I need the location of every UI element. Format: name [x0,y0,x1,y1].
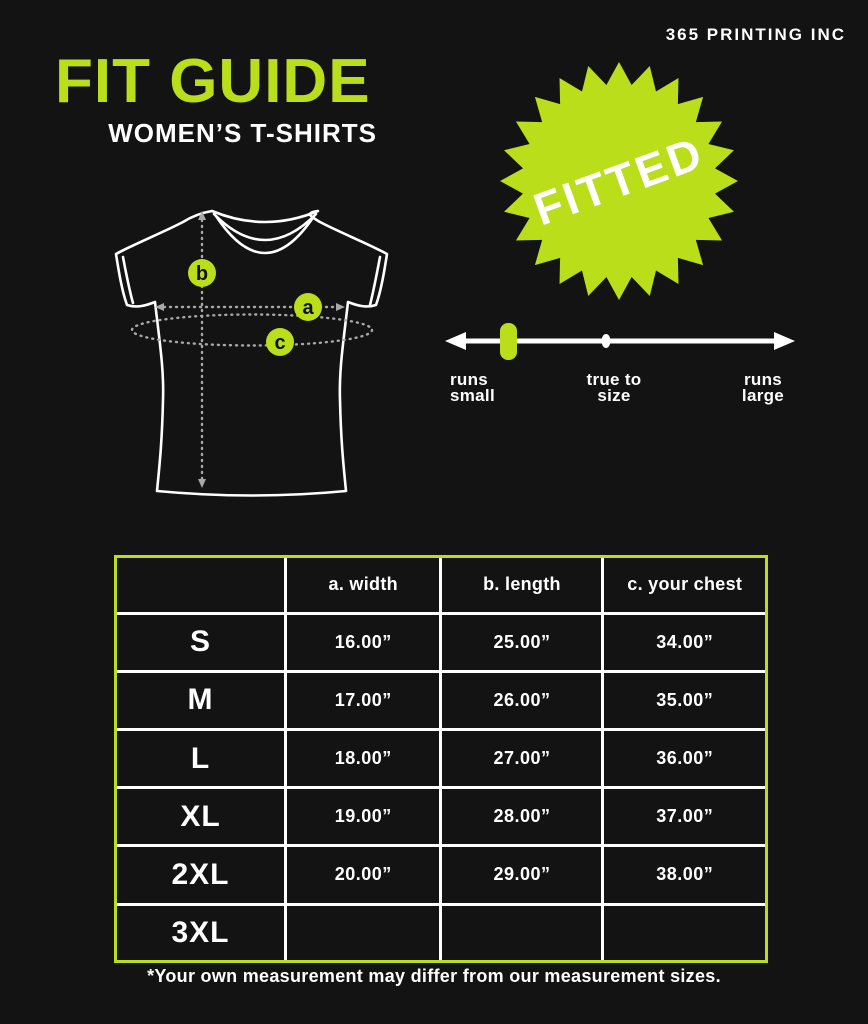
tshirt-diagram [100,195,400,510]
marker-c-letter: c [274,332,286,354]
scale-label-line: size [597,386,631,405]
scale-center-dot-icon [602,334,611,348]
header-cell-blank [117,558,285,613]
measurement-cell: 16.00” [285,613,441,671]
table-row [117,671,765,729]
scale-arrow-right-icon [774,332,795,350]
measurement-cell: 37.00” [603,788,765,846]
scale-label-line: small [450,386,495,405]
measurement-cell: 35.00” [603,671,765,729]
size-label: L [117,729,285,787]
measurement-cell: 18.00” [285,729,441,787]
measurement-cell: 34.00” [603,613,765,671]
measurement-cell: 17.00” [285,671,441,729]
size-table [117,558,765,960]
measurement-cell: 26.00” [441,671,603,729]
measurement-cell: 27.00” [441,729,603,787]
table-row [117,613,765,671]
measurement-cell: 25.00” [441,613,603,671]
header-cell-chest: c. your chest [603,558,765,613]
size-label: M [117,671,285,729]
marker-b-letter: b [195,263,209,285]
measurement-cell: 36.00” [603,729,765,787]
table-row [117,788,765,846]
length-arrow-down-icon [198,479,206,488]
header-cell-width: a. width [285,558,441,613]
measurement-cell [441,904,603,960]
scale-marker [500,323,517,360]
page-subtitle: WOMEN’S T-SHIRTS [108,118,377,148]
table-row [117,904,765,960]
title-block [55,47,377,149]
marker-a-letter: a [302,297,314,319]
marker-a [294,293,322,321]
size-label: 2XL [117,846,285,904]
page-title: FIT GUIDE [55,47,371,116]
size-label: 3XL [117,904,285,960]
size-label: XL [117,788,285,846]
size-table-wrap [114,555,768,963]
scale-label-runs-large [711,372,815,404]
measurement-cell: 28.00” [441,788,603,846]
measurement-cell: 38.00” [603,846,765,904]
fit-scale [440,315,800,375]
measurement-cell [603,904,765,960]
table-row [117,846,765,904]
badge-label: FITTED [527,126,711,236]
tshirt-outline [116,211,387,496]
footnote: *Your own measurement may differ from our measurement sizes. [147,966,721,986]
scale-label-line: runs [450,370,489,389]
marker-c [266,328,294,356]
measurement-cell: 19.00” [285,788,441,846]
size-label: S [117,613,285,671]
chest-measure-ellipse [132,315,372,346]
header-cell-length: b. length [441,558,603,613]
measurement-cell: 29.00” [441,846,603,904]
marker-b [188,259,216,287]
scale-label-runs-small [450,372,495,404]
scale-label-line: large [741,386,785,405]
table-row [117,729,765,787]
scale-arrow-left-icon [445,332,466,350]
width-arrow-right-icon [336,303,345,311]
scale-label-line: true to [586,370,642,389]
brand-text: 365 PRINTING INC [665,25,846,44]
scale-label-line: runs [743,370,783,389]
measurement-cell [285,904,441,960]
table-header-row [117,558,765,613]
fitted-badge [498,60,740,302]
measurement-cell: 20.00” [285,846,441,904]
scale-label-true-to-size [562,372,666,404]
